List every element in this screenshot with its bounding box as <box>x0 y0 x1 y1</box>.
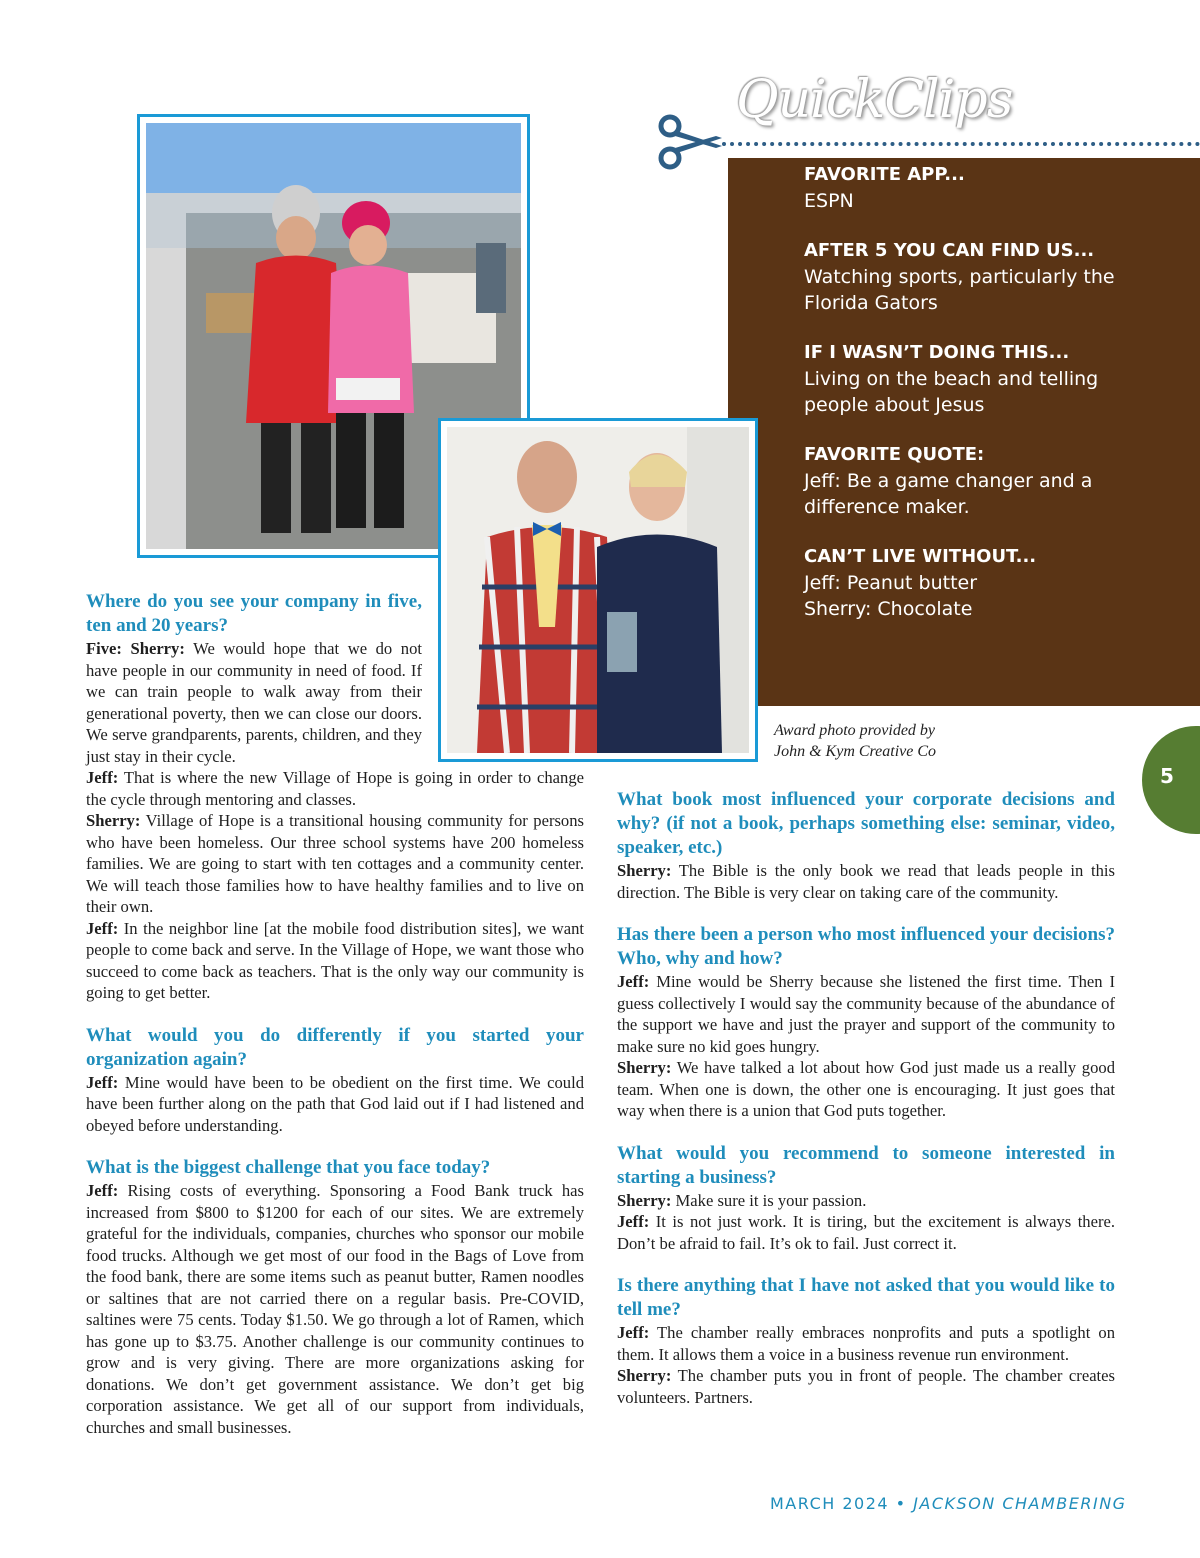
right-column <box>617 788 1115 1428</box>
answer-paragraph <box>86 767 584 810</box>
speaker-label: Jeff: <box>617 972 650 991</box>
answer-text: Make sure it is your passion. <box>675 1190 867 1210</box>
qc-question: FAVORITE QUOTE: <box>804 444 985 465</box>
speaker-label: Five: Sherry: <box>86 639 185 658</box>
question-heading: What would you recommend to someone interested in starting a business? <box>617 1142 1115 1188</box>
answer-paragraph <box>617 1322 1115 1365</box>
speaker-label: Sherry: <box>617 1366 672 1385</box>
answer-text: That is where the new Village of Hope is going in order to change the cycle through mentoring and classes. <box>86 768 584 809</box>
answer-text: Rising costs of everything. Sponsoring a Food Bank truck has increased from $800 to $1200 for each of our sites. We are extremely grateful for the individuals, companies, churches who sponsor our mobile food trucks. Although we get most of our food in the Bags of Love from the food bank, there are some items such as peanut butter, Ramen noodles or saltines that are not carried there on a regular basis. Pre-COVID, saltines were 75 cents. Today $1.50. We go through a lot of Ramen, which has gone up to $3.75. Another challenge is our community continues to grow and is very giving. There are more organizations asking for donations. We don’t get government assistance. We don’t get big corporation assistance. We get all of our support from individuals, churches and small businesses. <box>86 1181 584 1437</box>
speaker-label: Jeff: <box>86 918 119 938</box>
qc-answer: Jeff: Peanut butter Sherry: Chocolate <box>804 572 978 620</box>
question-heading: Is there anything that I have not asked that you would like to tell me? <box>617 1275 1115 1320</box>
qa-block <box>617 788 1115 903</box>
qc-answer: Living on the beach and telling people about Jesus <box>804 368 1099 416</box>
scissors-icon <box>656 112 726 172</box>
page-footer <box>770 1494 1130 1513</box>
speaker-label: Jeff: <box>86 1072 119 1092</box>
dotted-cut-line <box>722 142 1200 146</box>
question-heading: Where do you see your company in five, ten and 20 years? <box>86 591 422 636</box>
answer-text: In the neighbor line [at the mobile food distribution sites], we want people to come back and serve. In the Village of Hope, we want those who succeed to come back as teachers. That is the only way our community is going to get better. <box>86 918 585 1002</box>
qc-answer: ESPN <box>804 190 854 212</box>
answer-text: We would hope that we do not have people in our community in need of food. If we can train people to walk away from their generational poverty, then we can close our doors. We serve grandparents, parents, children, and they just stay in their cycle. <box>86 639 422 766</box>
answer-paragraph <box>86 810 584 918</box>
qc-answer: Watching sports, particularly the Florida Gators <box>804 266 1115 314</box>
qc-item <box>804 544 1184 622</box>
qc-question: AFTER 5 YOU CAN FIND US... <box>804 240 1095 261</box>
qc-item <box>804 162 1184 214</box>
qa-block <box>617 1142 1115 1255</box>
qc-answer: Jeff: Be a game changer and a difference maker. <box>804 470 1093 518</box>
answer-paragraph <box>86 1180 584 1438</box>
answer-paragraph <box>617 1211 1115 1254</box>
speaker-label: Jeff: <box>617 1212 650 1231</box>
speaker-label: Sherry: <box>617 861 672 880</box>
qc-question: FAVORITE APP... <box>804 164 965 185</box>
speaker-label: Jeff: <box>86 1181 119 1200</box>
speaker-label: Jeff: <box>617 1323 650 1342</box>
qa-block <box>617 923 1115 1122</box>
question-heading: Has there been a person who most influenced your decisions? Who, why and how? <box>617 924 1115 969</box>
speaker-label: Sherry: <box>86 811 141 830</box>
qa-block <box>86 590 584 1004</box>
answer-text: The chamber really embraces nonprofits and puts a spotlight on them. It allows them a voice in a business revenue run environment. <box>617 1323 1115 1364</box>
question-heading: What book most influenced your corporate decisions and why? (if not a book, perhaps something else: seminar, video, speaker, etc.) <box>617 789 1115 858</box>
question-heading: What would you do differently if you started your organization again? <box>86 1024 584 1070</box>
answer-paragraph <box>86 918 584 1004</box>
answer-text: The chamber puts you in front of people. The chamber creates volunteers. Partners. <box>617 1366 1115 1407</box>
answer-paragraph <box>617 1190 1115 1212</box>
answer-text: It is not just work. It is tiring, but the excitement is always there. Don’t be afraid to fail. It’s ok to fail. Just correct it. <box>617 1212 1116 1253</box>
answer-paragraph <box>86 1072 584 1137</box>
qa-block <box>86 1024 584 1137</box>
qc-question: IF I WASN’T DOING THIS... <box>804 342 1070 363</box>
qa-block <box>86 1156 584 1438</box>
left-column <box>86 590 584 1458</box>
qc-item <box>804 340 1184 418</box>
speaker-label: Sherry: <box>617 1058 672 1077</box>
answer-paragraph <box>617 1057 1115 1122</box>
qc-item <box>804 442 1184 520</box>
qc-item <box>804 238 1184 316</box>
qa-block <box>617 1274 1115 1408</box>
qc-question: CAN’T LIVE WITHOUT... <box>804 546 1037 567</box>
answer-text: Mine would have been to be obedient on the first time. We could have been further along on the path that God laid out if I had listened and obeyed before understanding. <box>86 1072 584 1135</box>
answer-text: The Bible is the only book we read that leads people in this direction. The Bible is very clear on taking care of the community. <box>617 861 1115 902</box>
footer-date: MARCH 2024 • <box>770 1494 907 1513</box>
question-heading: What is the biggest challenge that you face today? <box>86 1157 491 1178</box>
answer-paragraph <box>86 638 422 767</box>
speaker-label: Sherry: <box>617 1190 672 1210</box>
answer-paragraph <box>617 1365 1115 1408</box>
photo-caption: Award photo provided by John & Kym Creative Co <box>774 722 937 760</box>
answer-paragraph <box>617 860 1115 903</box>
answer-paragraph <box>617 971 1115 1057</box>
page-number: 5 <box>1160 764 1174 788</box>
quick-clips-title: QuickClips <box>736 70 1013 130</box>
speaker-label: Jeff: <box>86 768 119 787</box>
footer-publication: JACKSON CHAMBERING <box>913 1494 1127 1513</box>
answer-text: Village of Hope is a transitional housing community for persons who have been homeless. Our three school systems have 200 homeless families. We are going to start with ten cottages and a community center. We will teach those families how to have healthy families and to live on their own. <box>86 811 584 916</box>
answer-text: Mine would be Sherry because she listened the first time. Then I guess collectively I would say the community because of the abundance of the support we have and just the prayer and support of the community to make sure no kid goes hungry. <box>617 972 1115 1056</box>
answer-text: We have talked a lot about how God just made us a really good team. When one is down, the other one is encouraging. It just goes that way when there is a union that God puts together. <box>617 1058 1115 1120</box>
quick-clips-list <box>804 158 1184 646</box>
